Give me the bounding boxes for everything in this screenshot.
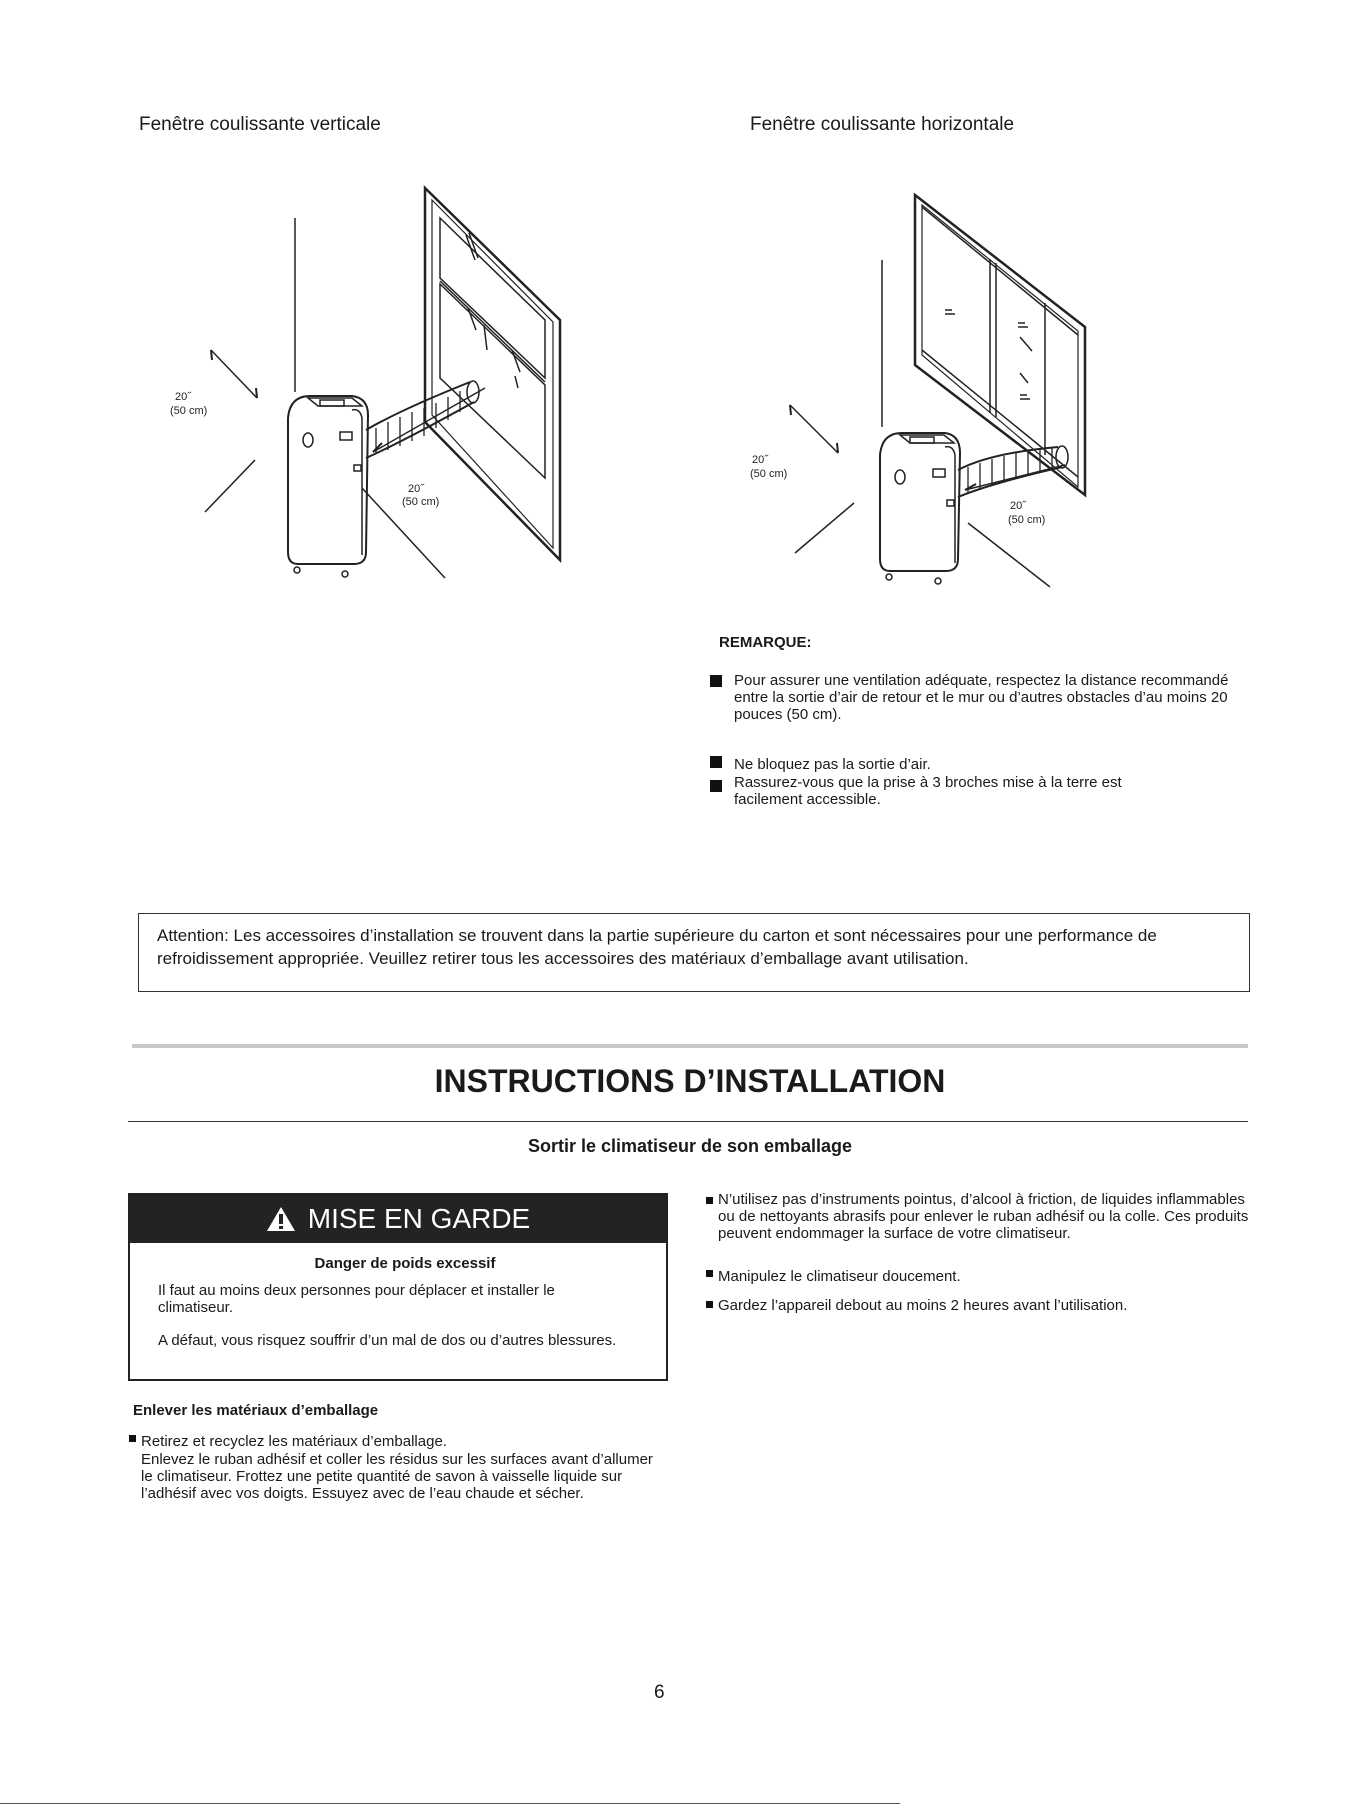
square-bullet-icon	[710, 756, 722, 768]
title-divider	[128, 1121, 1248, 1122]
warning-paragraph: Il faut au moins deux personnes pour déplacer et installer le climatiseur.	[158, 1282, 555, 1316]
list-item: N’utilisez pas d’instruments pointus, d’alcool à friction, de liquides inflammables ou de nettoyants abrasifs pour enlever le ruban adhésif ou la colle. Ces produits peuvent endommager la surface de votre climatiseur.	[706, 1191, 1263, 1242]
bullet-icon	[706, 1301, 713, 1308]
note-item: Ne bloquez pas la sortie d’air.	[710, 756, 1254, 773]
dim-label-cm: (50 cm)	[750, 468, 788, 480]
section-divider	[132, 1044, 1248, 1048]
warning-paragraph: A défaut, vous risquez souffrir d’un mal de dos ou d’autres blessures.	[158, 1332, 617, 1349]
warning-title: MISE EN GARDE	[307, 1203, 531, 1234]
unpack-paragraph: Enlevez le ruban adhésif et coller les résidus sur les surfaces avant d’allumer le climatiseur. Frottez une petite quantité de savon à vaisselle liquide sur l’adhésif avec vos doigts. Essuyez avec de l’eau chaude et sécher.	[141, 1451, 653, 1502]
section-subtitle: Sortir le climatiseur de son emballage	[527, 1136, 853, 1156]
dim-label-inches: 20˝	[408, 483, 424, 495]
bullet-icon	[706, 1197, 713, 1204]
dim-label-inches: 20˝	[1010, 500, 1026, 512]
bullet-icon	[706, 1270, 713, 1277]
list-item: Retirez et recyclez les matériaux d’emballage.	[129, 1433, 681, 1450]
dim-label-cm: (50 cm)	[402, 496, 440, 508]
dim-label-inches: 20˝	[752, 454, 768, 466]
page-number: 6	[654, 1682, 665, 1703]
bottom-rule	[0, 1803, 900, 1804]
note-item: Rassurez-vous que la prise à 3 broches mise à la terre est facilement accessible.	[710, 774, 1194, 808]
warning-header	[130, 1195, 666, 1243]
list-item: Manipulez le climatiseur doucement.	[706, 1268, 1263, 1285]
unpack-heading: Enlever les matériaux d’emballage	[133, 1402, 379, 1419]
bullet-icon	[129, 1435, 136, 1442]
horizontal-window-illustration	[740, 185, 1340, 605]
vertical-window-illustration	[140, 160, 740, 580]
attention-box: Attention: Les accessoires d’installation se trouvent dans la partie supérieure du carton et sont nécessaires pour une performance de refroidissement appropriée. Veuillez retirer tous les accessoires des matériaux d’emballage avant utilisation.	[138, 913, 1250, 992]
warning-triangle-icon	[266, 1206, 296, 1232]
square-bullet-icon	[710, 675, 722, 687]
list-item: Gardez l’appareil debout au moins 2 heures avant l’utilisation.	[706, 1297, 1263, 1314]
warning-box	[128, 1193, 668, 1381]
note-item: Pour assurer une ventilation adéquate, respectez la distance recommandé entre la sortie d’air de retour et le mur ou d’autres obstacles d’au moins 20 pouces (50 cm).	[710, 672, 1254, 723]
figure-title-vertical: Fenêtre coulissante verticale	[139, 114, 381, 135]
figure-title-horizontal: Fenêtre coulissante horizontale	[750, 114, 1015, 135]
warning-subheading: Danger de poids excessif	[314, 1255, 496, 1272]
dim-label-cm: (50 cm)	[170, 405, 208, 417]
note-heading: REMARQUE:	[719, 634, 812, 651]
dim-label-cm: (50 cm)	[1008, 514, 1046, 526]
square-bullet-icon	[710, 780, 722, 792]
dim-label-inches: 20˝	[175, 391, 191, 403]
page-title: INSTRUCTIONS D’INSTALLATION	[434, 1063, 946, 1099]
